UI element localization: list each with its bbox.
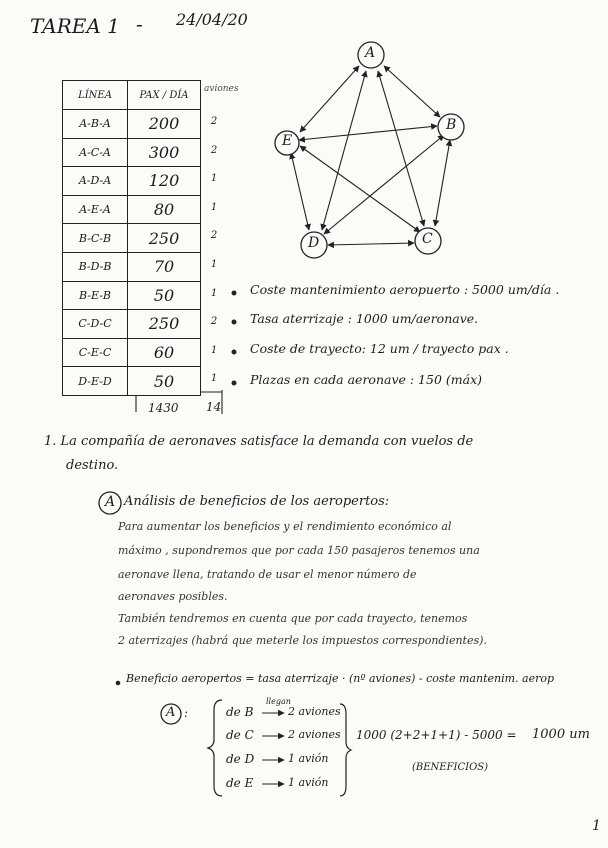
right-brace [340, 704, 351, 796]
airport-row-origin: de C [226, 728, 254, 742]
line-cell: A-B-A [63, 110, 128, 139]
node-label-c: C [422, 231, 433, 247]
page-number: 1 [592, 818, 601, 834]
planes-cell: 1 [210, 173, 218, 185]
line-cell: A-C-A [63, 138, 128, 167]
column-header-line: LÍNEA [63, 81, 128, 110]
fact-maintenance-cost: Coste mantenimiento aeropuerto : 5000 um/día . [250, 282, 560, 297]
planes-cell: 2 [210, 116, 218, 127]
edge-a-e [300, 66, 359, 132]
airport-row-origin: de E [226, 776, 254, 790]
edge-b-d [324, 135, 444, 234]
pax-cell: 50 [128, 281, 201, 310]
airport-a-calculation: 1000 (2+2+1+1) - 5000 = [356, 728, 517, 742]
node-label-e: E [282, 133, 293, 149]
note-line-2: máximo , supondremos que por cada 150 pasajeros tenemos una [118, 544, 480, 557]
total-planes: 14 [206, 400, 222, 414]
planes-cell: 2 [210, 316, 218, 328]
airport-a-result: 1000 um [532, 727, 590, 742]
question-line-2: destino. [66, 458, 119, 473]
fact-seats: Plazas en cada aeronave : 150 (máx) [250, 372, 483, 387]
section-title: Análisis de beneficios de los aeropertos: [124, 494, 390, 509]
airport-a-label: A [166, 705, 176, 720]
airport-row-count: 1 avión [288, 776, 329, 789]
airport-row-origin: de D [226, 752, 255, 766]
edge-e-b [299, 126, 437, 140]
edge-d-c [328, 243, 414, 245]
node-label-a: A [365, 45, 376, 61]
fact-trip-cost: Coste de trayecto: 12 um / trayecto pax . [250, 341, 509, 356]
title-dash: - [136, 12, 143, 36]
pax-cell: 70 [128, 252, 201, 281]
line-cell: B-D-B [63, 252, 128, 281]
line-cell: C-E-C [63, 338, 128, 367]
planes-cell: 1 [210, 259, 218, 270]
line-cell: D-E-D [63, 367, 128, 396]
airport-row-count: 2 aviones [288, 728, 341, 741]
edge-a-c [378, 71, 424, 226]
page-title: TAREA 1 [30, 14, 120, 38]
planes-cell: 1 [210, 287, 218, 299]
note-line-3: aeronave llena, tratando de usar el menor número de [118, 568, 417, 581]
node-label-d: D [308, 235, 320, 251]
line-cell: C-D-C [63, 310, 128, 339]
edge-b-c [435, 140, 450, 226]
note-line-6: 2 aterrizajes (habrá que meterle los impuestos correspondientes). [118, 634, 487, 647]
question-line-1: 1. La compañía de aeronaves satisface la demanda con vuelos de [44, 434, 474, 449]
section-letter: A [105, 494, 116, 510]
pax-cell: 80 [128, 195, 201, 224]
edge-e-d [291, 153, 309, 230]
pax-cell: 250 [128, 224, 201, 253]
planes-cell: 1 [210, 373, 218, 385]
note-line-5: También tendremos en cuenta que por cada trayecto, tenemos [118, 612, 468, 625]
line-cell: B-E-B [63, 281, 128, 310]
planes-cell: 1 [210, 344, 218, 356]
pax-cell: 200 [128, 110, 201, 139]
line-cell: B-C-B [63, 224, 128, 253]
pax-cell: 120 [128, 167, 201, 196]
fact-landing-fee: Tasa aterrizaje : 1000 um/aeronave. [250, 311, 479, 326]
arrivals-annotation: llegan [266, 697, 291, 706]
page-date: 24/04/20 [176, 10, 248, 29]
airport-row-count: 1 avión [288, 752, 329, 765]
note-line-4: aeronaves posibles. [118, 590, 228, 603]
pax-cell: 300 [128, 138, 201, 167]
line-cell: A-E-A [63, 195, 128, 224]
line-cell: A-D-A [63, 167, 128, 196]
airport-a-colon: : [184, 706, 189, 720]
planes-cell: 1 [210, 201, 218, 213]
pax-cell: 60 [128, 338, 201, 367]
edge-a-b [384, 66, 440, 117]
planes-cell: 2 [210, 230, 218, 242]
route-edges [291, 66, 450, 245]
airport-row-origin: de B [226, 705, 254, 719]
planes-column-header: aviones [204, 84, 239, 94]
edge-e-c [300, 146, 420, 232]
pax-cell: 250 [128, 310, 201, 339]
edge-a-d [322, 71, 366, 230]
benefit-formula: Beneficio aeropertos = tasa aterrizaje · (nº aviones) - coste mantenim. aerop [126, 672, 555, 685]
left-brace [208, 700, 222, 796]
note-line-1: Para aumentar los beneficios y el rendimiento económico al [118, 520, 452, 533]
column-header-pax: PAX / DÍA [128, 81, 201, 110]
airport-row-count: 2 aviones [288, 705, 341, 718]
pax-cell: 50 [128, 367, 201, 396]
total-pax: 1430 [148, 401, 179, 415]
planes-cell: 2 [210, 144, 218, 156]
node-label-b: B [446, 117, 457, 133]
airport-a-result-note: (BENEFICIOS) [412, 762, 489, 773]
